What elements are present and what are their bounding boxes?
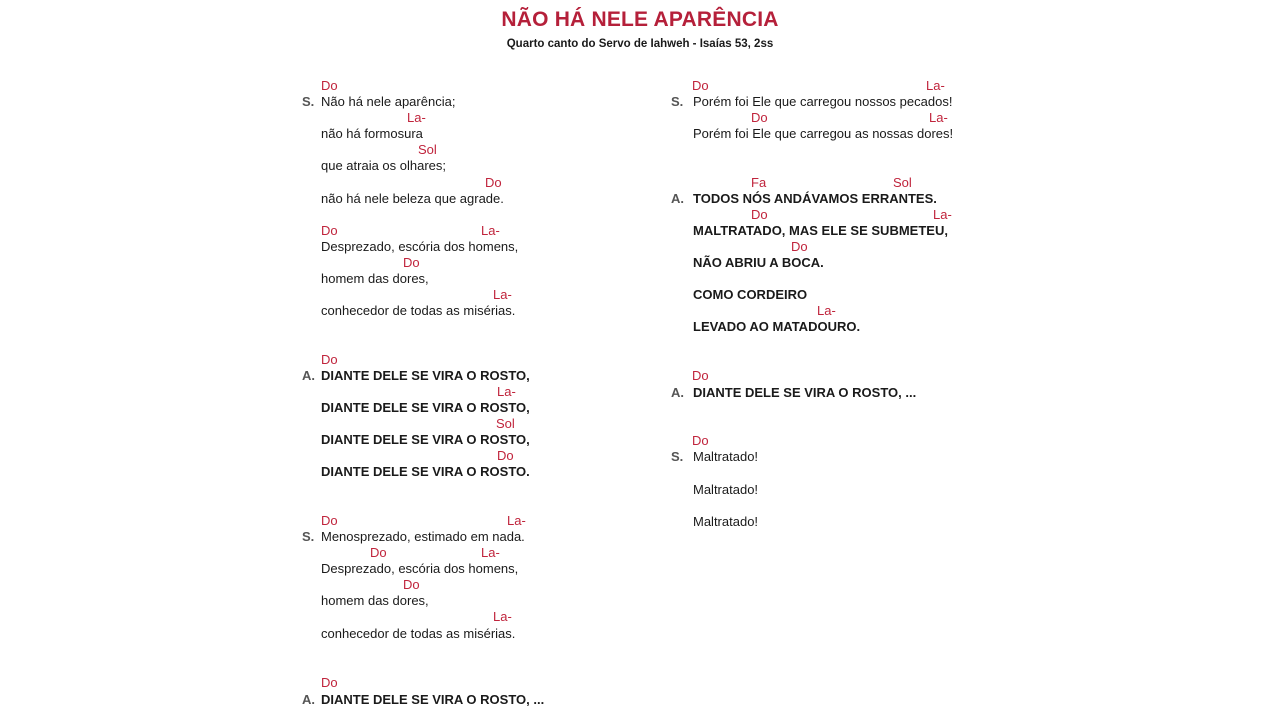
lyric-line: NÃO ABRIU A BOCA. [693, 255, 824, 270]
chord: La- [933, 207, 952, 222]
chord: La- [929, 110, 948, 125]
chord: La- [481, 545, 500, 560]
speaker-label: S. [671, 449, 684, 464]
lyric-line: Porém foi Ele que carregou as nossas dores! [693, 126, 954, 141]
lyric-line: não há formosura [321, 126, 423, 141]
chord: Do [321, 223, 338, 238]
chord: Sol [893, 175, 912, 190]
chord: La- [817, 303, 836, 318]
lyric-line: DIANTE DELE SE VIRA O ROSTO. [321, 464, 530, 479]
chord: Do [751, 110, 768, 125]
chord: La- [493, 287, 512, 302]
lyric-line: conhecedor de todas as misérias. [321, 626, 516, 641]
chord: Do [321, 78, 338, 93]
chord: La- [481, 223, 500, 238]
lyric-line: conhecedor de todas as misérias. [321, 303, 516, 318]
lyric-line: COMO CORDEIRO [693, 287, 808, 302]
chord: Do [403, 577, 420, 592]
song-subtitle: Quarto canto do Servo de Iahweh - Isaías 53, 2ss [506, 38, 774, 50]
chord: Do [692, 433, 709, 448]
chord: Do [485, 175, 502, 190]
speaker-label: S. [671, 94, 684, 109]
lyric-line: Menosprezado, estimado em nada. [321, 529, 525, 544]
lyric-line: TODOS NÓS ANDÁVAMOS ERRANTES. [693, 191, 937, 206]
lyric-line: que atraia os olhares; [321, 158, 447, 173]
speaker-label: A. [302, 368, 315, 383]
lyric-line: DIANTE DELE SE VIRA O ROSTO, [321, 400, 530, 415]
left-column [302, 78, 662, 718]
chord: Sol [496, 416, 515, 431]
chord: Do [403, 255, 420, 270]
song-title: NÃO HÁ NELE APARÊNCIA [501, 8, 779, 31]
speaker-label: A. [671, 191, 684, 206]
chord: La- [493, 609, 512, 624]
right-column [671, 78, 1001, 548]
chord: Do [791, 239, 808, 254]
speaker-label: A. [302, 692, 315, 707]
lyric-line: Maltratado! [693, 482, 759, 497]
lyric-line: Maltratado! [693, 449, 759, 464]
chord: Fa [751, 175, 767, 190]
lyric-line: Não há nele aparência; [321, 94, 456, 109]
speaker-label: S. [302, 94, 315, 109]
chord: La- [407, 110, 426, 125]
chord: Do [497, 448, 514, 463]
lyric-line: Desprezado, escória dos homens, [321, 239, 519, 254]
chord: Do [321, 352, 338, 367]
lyric-line: DIANTE DELE SE VIRA O ROSTO, ... [693, 385, 917, 400]
chord: Sol [418, 142, 437, 157]
lyric-line: MALTRATADO, MAS ELE SE SUBMETEU, [693, 223, 948, 238]
lyric-line: DIANTE DELE SE VIRA O ROSTO, ... [321, 692, 545, 707]
lyric-line: Desprezado, escória dos homens, [321, 561, 519, 576]
speaker-label: A. [671, 385, 684, 400]
lyric-line: Porém foi Ele que carregou nossos pecados! [693, 94, 953, 109]
chord: La- [507, 513, 526, 528]
lyric-line: Maltratado! [693, 514, 759, 529]
chord: Do [370, 545, 387, 560]
chord: Do [751, 207, 768, 222]
chord: Do [692, 368, 709, 383]
lyric-line: homem das dores, [321, 593, 429, 608]
speaker-label: S. [302, 529, 315, 544]
lyric-line: DIANTE DELE SE VIRA O ROSTO, [321, 432, 530, 447]
chord: Do [321, 513, 338, 528]
chord: Do [321, 675, 338, 690]
chord: La- [926, 78, 945, 93]
lyric-line: não há nele beleza que agrade. [321, 191, 504, 206]
chord: Do [692, 78, 709, 93]
lyric-line: DIANTE DELE SE VIRA O ROSTO, [321, 368, 530, 383]
chord: La- [497, 384, 516, 399]
lyric-line: LEVADO AO MATADOURO. [693, 319, 861, 334]
lyric-line: homem das dores, [321, 271, 429, 286]
